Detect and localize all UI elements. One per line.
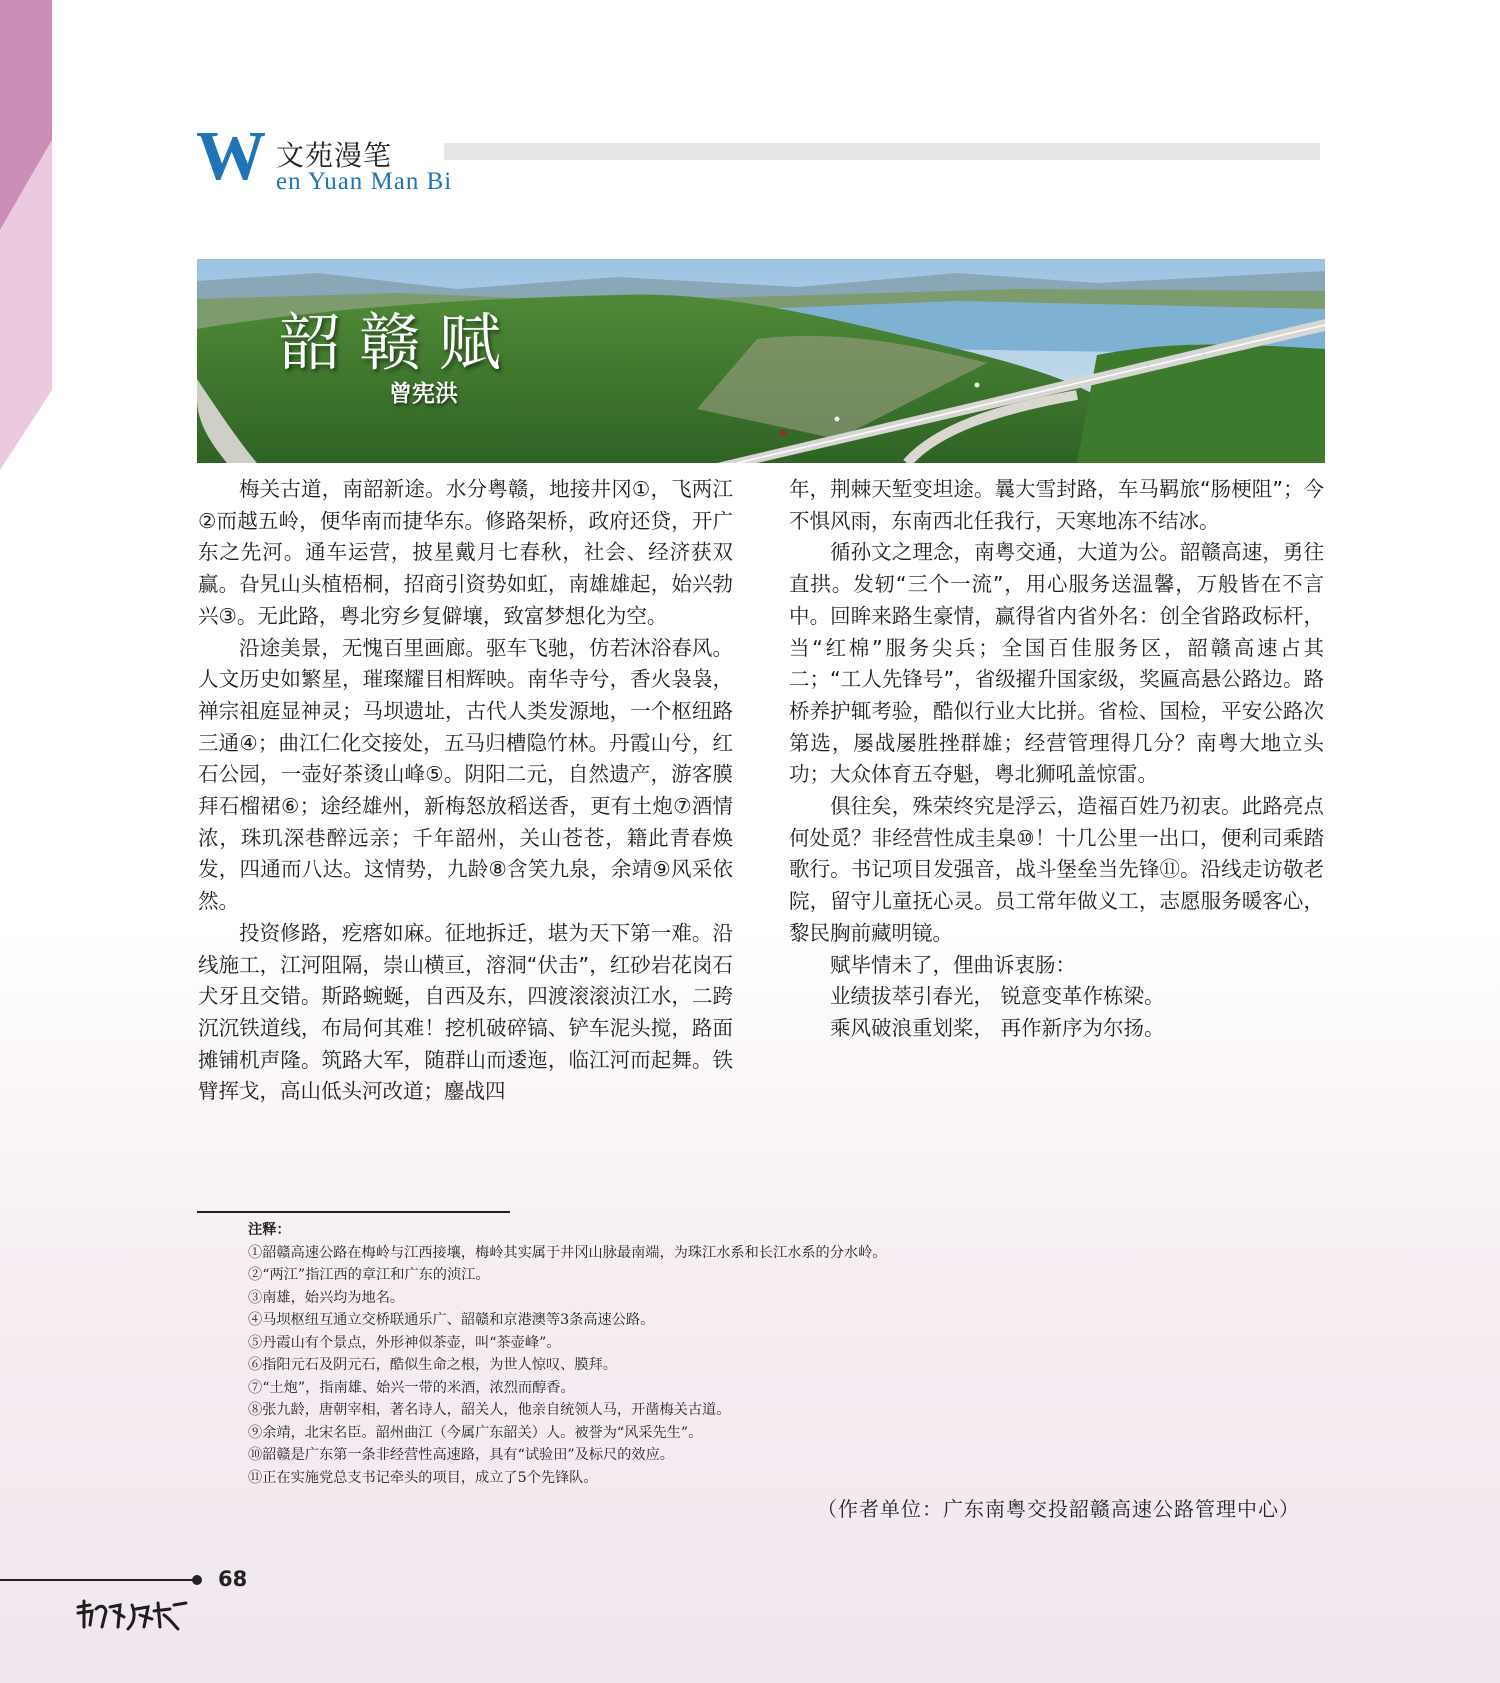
footnote: ⑥指阳元石及阴元石，酷似生命之根，为世人惊叹、膜拜。 — [248, 1357, 617, 1373]
footnotes — [248, 1219, 1248, 1489]
paragraph: 赋毕情未了，俚曲诉衷肠： — [830, 952, 1076, 977]
paragraph: 沿途美景，无愧百里画廊。驱车飞驰，仿若沐浴春风。人文历史如繁星，璀璨耀目相辉映。南华寺兮，香火袅袅，禅宗祖庭显神灵；马坝遗址，古代人类发源地，一个枢纽路三通④；曲江仁化交接处，五马归槽隐竹林。丹霞山兮，红石公园，一壶好茶烫山峰⑤。阴阳二元，自然遗产，游客膜拜石榴裙⑥；途经雄州，新梅怒放稻送香，更有土炮⑦酒情浓，珠玑深巷醉远亲；千年韶州，关山苍苍，籍此青春焕发，四通而八达。这情势，九龄⑧含笑九泉，余靖⑨风采依然。 — [198, 635, 733, 914]
magazine-logo — [74, 1597, 194, 1633]
body-column-left — [198, 474, 733, 1108]
paragraph: 俱往矣，殊荣终究是浮云，造福百姓乃初衷。此路亮点何处觅？非经营性成圭臬⑩！十几公里一出口，便利司乘踏歌行。书记项目发强音，战斗堡垒当先锋⑪。沿线走访敬老院，留守儿童抚心灵。员工常年做义工，志愿服务暖客心，黎民胸前藏明镜。 — [789, 794, 1324, 945]
paragraph: 年，荆棘天堑变坦途。曩大雪封路，车马羁旅“肠梗阻”；今不惧风雨，东南西北任我行，天寒地冻不结冰。 — [789, 477, 1324, 533]
poem-line: 业绩拔萃引春光， 锐意变革作栋梁。 — [830, 984, 1165, 1009]
notes-divider — [197, 1211, 510, 1213]
hero-banner — [197, 259, 1325, 463]
footnote: ④马坝枢纽互通立交桥联通乐广、韶赣和京港澳等3条高速公路。 — [248, 1312, 655, 1328]
footnote: ⑨余靖，北宋名臣。韶州曲江（今属广东韶关）人。被誉为“风采先生”。 — [248, 1424, 703, 1441]
footnotes-title: 注释： — [248, 1222, 291, 1238]
section-title-en: en Yuan Man Bi — [276, 168, 453, 195]
footnote: ⑩韶赣是广东第一条非经营性高速路，具有“试验田”及标尺的效应。 — [248, 1447, 674, 1463]
section-title-cn: 文苑漫笔 — [276, 139, 393, 172]
paragraph: 循孙文之理念，南粤交通，大道为公。韶赣高速，勇往直拱。发轫“三个一流”，用心服务送温馨，万般皆在不言中。回眸来路生豪情，赢得省内省外名：创全省路政标杆，当“红棉”服务尖兵；全国百佳服务区，韶赣高速占其二；“工人先锋号”，省级擢升国家级，奖匾高悬公路边。路桥养护辄考验，酷似行业大比拼。省检、国检，平安公路次第选，屡战屡胜挫群雄；经营管理得几分？南粤大地立头功；大众体育五夺魁，粤北狮吼盖惊雷。 — [789, 540, 1324, 787]
footer-rule — [0, 1579, 196, 1581]
footnote: ②“两江”指江西的章江和广东的浈江。 — [248, 1267, 490, 1283]
section-initial: W — [196, 118, 266, 195]
paragraph: 梅关古道，南韶新途。水分粤赣，地接井冈①，飞两江②而越五岭，便华南而捷华东。修路架桥，政府还贷，开广东之先河。通车运营，披星戴月七春秋，社会、经济获双赢。旮旯山头植梧桐，招商引资势如虹，南雄雄起，始兴勃兴③。无此路，粤北穷乡复僻壤，致富梦想化为空。 — [198, 477, 733, 628]
body-column-right — [789, 474, 1324, 1045]
footnote: ⑦“土炮”，指南雄、始兴一带的米酒，浓烈而醇香。 — [248, 1379, 575, 1396]
section-header — [196, 118, 1326, 198]
author-affiliation: （作者单位：广东南粤交投韶赣高速公路管理中心） — [817, 1497, 1300, 1521]
corner-decoration — [0, 0, 52, 470]
footnote: ①韶赣高速公路在梅岭与江西接壤，梅岭其实属于井冈山脉最南端，为珠江水系和长江水系的分水岭。 — [248, 1244, 887, 1261]
footnote: ⑤丹霞山有个景点，外形神似茶壶，叫“茶壶峰”。 — [248, 1334, 561, 1351]
article-title: 韶赣赋 — [279, 306, 520, 379]
header-bar — [444, 143, 1320, 160]
footnote: ③南雄，始兴均为地名。 — [248, 1289, 405, 1306]
paragraph: 投资修路，疙瘩如麻。征地拆迁，堪为天下第一难。沿线施工，江河阻隔，崇山横亘，溶洞“伏击”，红砂岩花岗石犬牙且交错。斯路蜿蜒，自西及东，四渡滚滚浈江水，二跨沉沉铁道线，布局何其难！挖机破碎镐、铲车泥头搅，路面摊铺机声隆。筑路大军，随群山而逶迤，临江河而起舞。铁臂挥戈，高山低头河改道；鏖战四 — [198, 920, 733, 1104]
poem-line: 乘风破浪重划桨， 再作新序为尔扬。 — [830, 1015, 1165, 1040]
footer-dot — [192, 1575, 202, 1585]
article-author: 曾宪洪 — [389, 381, 458, 407]
footnote: ⑧张九龄，唐朝宰相，著名诗人，韶关人，他亲自统领人马，开凿梅关古道。 — [248, 1402, 731, 1418]
page-number: 68 — [218, 1567, 248, 1591]
footnote: ⑪正在实施党总支书记牵头的项目，成立了5个先锋队。 — [248, 1469, 598, 1486]
